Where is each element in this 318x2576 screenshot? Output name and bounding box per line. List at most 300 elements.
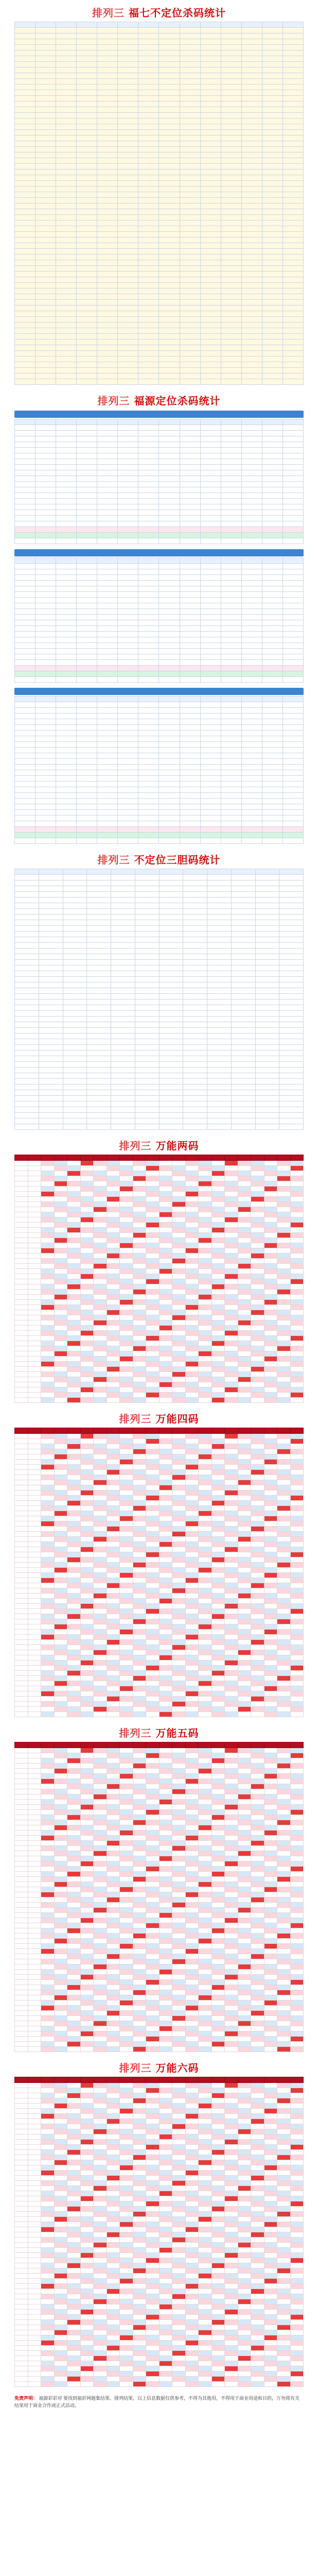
table-cell [80, 1305, 94, 1310]
table-cell [264, 1243, 277, 1248]
section-name: 万能四码 [155, 1413, 199, 1425]
table-cell [138, 575, 159, 581]
table-cell [185, 1537, 199, 1542]
table-cell [262, 620, 282, 626]
table-cell [15, 838, 36, 844]
table-cell [290, 1192, 304, 1197]
table-cell [262, 810, 282, 816]
table-cell [56, 592, 77, 598]
table-cell [277, 1305, 291, 1310]
table-cell [138, 323, 159, 328]
table-cell [67, 1563, 81, 1568]
table-cell [41, 1166, 55, 1171]
stats-table-2a [14, 419, 304, 544]
table-cell [221, 368, 241, 374]
table-cell [94, 1588, 107, 1594]
table-cell [225, 1315, 238, 1320]
table-cell [159, 1681, 172, 1686]
table-cell [180, 50, 200, 56]
table-cell [159, 926, 183, 931]
table-cell [41, 1573, 55, 1578]
table-cell [80, 1202, 94, 1207]
table-cell [67, 1645, 81, 1650]
table-cell [111, 926, 135, 931]
table-cell [138, 736, 159, 742]
table-cell [241, 158, 262, 164]
table-cell [180, 748, 200, 753]
table-cell [56, 564, 77, 569]
table-cell [80, 1532, 94, 1537]
table-cell [36, 666, 56, 671]
table-cell [221, 765, 241, 770]
table-cell [159, 1465, 172, 1470]
table-cell [221, 260, 241, 266]
table-cell [185, 1202, 199, 1207]
table-cell [251, 1357, 264, 1362]
table-cell [225, 1295, 238, 1300]
table-cell [94, 1691, 107, 1697]
table-cell [118, 164, 138, 170]
table-cell [28, 1310, 41, 1315]
table-row [15, 1166, 304, 1171]
table-cell [262, 609, 282, 615]
table-cell [241, 164, 262, 170]
table-cell [67, 1573, 81, 1578]
table-cell [111, 869, 135, 875]
table-cell [180, 124, 200, 130]
table-cell [118, 209, 138, 215]
table-cell [28, 1233, 41, 1238]
table-cell [54, 1223, 67, 1228]
table-cell [77, 118, 97, 124]
table-cell [290, 1501, 304, 1506]
table-cell [118, 96, 138, 101]
table-cell [279, 1096, 304, 1101]
table-cell [159, 1527, 172, 1532]
table-cell [67, 1290, 81, 1295]
table-cell [118, 379, 138, 385]
table-cell [67, 1176, 81, 1181]
table-cell [159, 1192, 172, 1197]
table-cell [94, 1660, 107, 1666]
table-cell [282, 615, 303, 620]
table-row [15, 527, 304, 533]
table-cell [255, 1050, 279, 1056]
table-cell [159, 1594, 172, 1599]
table-cell [262, 107, 282, 113]
table-cell [199, 1563, 212, 1568]
table-cell [211, 1676, 225, 1681]
table-cell [262, 317, 282, 323]
table-cell [238, 1274, 251, 1279]
table-row [15, 558, 304, 564]
table-cell [221, 255, 241, 260]
table-cell [120, 1516, 133, 1521]
table-cell [97, 306, 118, 311]
table-cell [133, 1197, 146, 1202]
table-row [15, 351, 304, 357]
table-cell [211, 1398, 225, 1403]
table-cell [135, 869, 159, 875]
table-cell [41, 1284, 55, 1290]
table-cell [221, 731, 241, 736]
table-cell [277, 1284, 291, 1290]
table-cell [282, 538, 303, 544]
table-cell [290, 1568, 304, 1573]
table-cell [185, 1552, 199, 1557]
table-cell [207, 1033, 232, 1039]
table-cell [277, 1691, 291, 1697]
table-cell [200, 609, 221, 615]
table-cell [120, 1362, 133, 1367]
section-5 [0, 1406, 318, 1720]
table-cell [138, 833, 159, 838]
table-cell [39, 1050, 63, 1056]
table-cell [146, 1557, 160, 1563]
table-cell [146, 1223, 160, 1228]
table-cell [41, 1568, 55, 1573]
table-cell [94, 1279, 107, 1284]
table-cell [15, 1614, 28, 1619]
table-cell [133, 1228, 146, 1233]
table-cell [56, 431, 77, 436]
table-cell [118, 226, 138, 232]
table-cell [225, 1532, 238, 1537]
table-cell [221, 776, 241, 782]
table-cell [138, 504, 159, 510]
table-cell [77, 260, 97, 266]
table-cell [199, 1382, 212, 1387]
table-cell [56, 328, 77, 334]
table-cell [241, 306, 262, 311]
table-cell [138, 22, 159, 28]
table-cell [172, 1295, 186, 1300]
table-cell [120, 1630, 133, 1635]
table-cell [56, 516, 77, 521]
table-cell [54, 1187, 67, 1192]
table-cell [15, 1671, 28, 1676]
table-cell [120, 1552, 133, 1557]
table-cell [120, 1702, 133, 1707]
table-cell [97, 527, 118, 533]
table-cell [135, 1016, 159, 1022]
table-cell [221, 215, 241, 221]
table-cell [277, 1460, 291, 1465]
table-cell [264, 1681, 277, 1686]
table-cell [15, 1557, 28, 1563]
table-cell [282, 632, 303, 637]
table-cell [146, 1444, 160, 1449]
table-cell [94, 1599, 107, 1604]
table-cell [180, 425, 200, 431]
table-cell [241, 708, 262, 714]
table-cell [159, 90, 180, 96]
table-cell [56, 45, 77, 50]
table-cell [180, 431, 200, 436]
table-cell [262, 736, 282, 742]
table-cell [15, 300, 36, 306]
table-cell [159, 1496, 172, 1501]
table-cell [94, 1176, 107, 1181]
table-cell [159, 368, 180, 374]
table-cell [77, 558, 97, 564]
table-cell [180, 84, 200, 90]
table-cell [211, 1702, 225, 1707]
table-row [15, 1702, 304, 1707]
section-title [14, 849, 304, 869]
table-cell [107, 1568, 120, 1573]
table-cell [41, 1444, 55, 1449]
table-cell [54, 1161, 67, 1166]
table-cell [80, 1217, 94, 1223]
table-cell [241, 221, 262, 226]
table-row [15, 232, 304, 238]
table-cell [180, 170, 200, 175]
table-row [15, 1124, 304, 1130]
table-cell [251, 1542, 264, 1547]
table-cell [67, 1691, 81, 1697]
table-cell [200, 533, 221, 538]
table-cell [120, 1197, 133, 1202]
table-cell [172, 1187, 186, 1192]
table-cell [133, 1506, 146, 1511]
table-cell [56, 632, 77, 637]
table-cell [138, 215, 159, 221]
table-cell [146, 1320, 160, 1326]
table-cell [97, 564, 118, 569]
table-cell [199, 1331, 212, 1336]
table-cell [97, 124, 118, 130]
table-cell [120, 1393, 133, 1398]
table-cell [290, 1588, 304, 1594]
table-cell [262, 702, 282, 708]
table-cell [146, 1599, 160, 1604]
table-cell [255, 1113, 279, 1118]
table-cell [67, 1527, 81, 1532]
table-cell [211, 1650, 225, 1655]
table-cell [277, 1310, 291, 1315]
table-cell [282, 442, 303, 448]
table-cell [77, 272, 97, 277]
table-cell [225, 1434, 238, 1439]
table-cell [15, 886, 39, 892]
table-cell [159, 977, 183, 982]
table-cell [41, 1434, 55, 1439]
table-cell [241, 527, 262, 533]
table-cell [200, 175, 221, 181]
table-cell [133, 1341, 146, 1346]
table-cell [15, 1599, 28, 1604]
table-cell [290, 1439, 304, 1444]
table-cell [282, 96, 303, 101]
table-row [15, 1655, 304, 1660]
table-cell [225, 1336, 238, 1341]
table-cell [255, 1124, 279, 1130]
table-cell [282, 311, 303, 317]
table-cell [277, 1506, 291, 1511]
table-cell [185, 1238, 199, 1243]
table-cell [180, 714, 200, 719]
table-cell [277, 1480, 291, 1485]
table-cell [54, 1609, 67, 1614]
table-cell [39, 960, 63, 965]
table-cell [262, 50, 282, 56]
table-cell [159, 419, 180, 425]
table-cell [28, 1691, 41, 1697]
table-cell [159, 1516, 172, 1521]
table-cell [146, 1676, 160, 1681]
table-cell [277, 1357, 291, 1362]
table-cell [15, 1062, 39, 1067]
table-cell [54, 1568, 67, 1573]
table-cell [277, 1630, 291, 1635]
table-cell [207, 880, 232, 886]
table-cell [221, 249, 241, 255]
table-cell [15, 1016, 39, 1022]
table-cell [159, 558, 180, 564]
table-cell [120, 1357, 133, 1362]
table-cell [172, 1346, 186, 1351]
table-cell [87, 982, 111, 988]
table-cell [41, 1671, 55, 1676]
table-cell [77, 581, 97, 586]
table-cell [277, 1326, 291, 1331]
table-cell [264, 1691, 277, 1697]
table-row [15, 340, 304, 345]
table-cell [262, 793, 282, 799]
table-cell [97, 465, 118, 470]
table-cell [135, 1067, 159, 1073]
table-cell [211, 1501, 225, 1506]
table-cell [111, 999, 135, 1005]
table-cell [199, 1604, 212, 1609]
table-cell [207, 943, 232, 948]
table-cell [264, 1207, 277, 1212]
table-cell [146, 1181, 160, 1187]
table-cell [262, 187, 282, 192]
table-cell [185, 1351, 199, 1357]
table-cell [146, 1604, 160, 1609]
table-cell [241, 666, 262, 671]
table-row [15, 603, 304, 609]
table-cell [97, 533, 118, 538]
table-cell [133, 1331, 146, 1336]
table-cell [279, 988, 304, 994]
table-cell [180, 575, 200, 581]
table-cell [146, 1284, 160, 1290]
table-cell [138, 272, 159, 277]
table-cell [15, 926, 39, 931]
table-cell [146, 1264, 160, 1269]
table-cell [15, 909, 39, 914]
table-cell [231, 982, 255, 988]
table-cell [200, 459, 221, 465]
table-cell [183, 1005, 207, 1011]
table-cell [172, 1212, 186, 1217]
table-cell [94, 1686, 107, 1691]
table-cell [56, 164, 77, 170]
table-cell [199, 1619, 212, 1624]
table-cell [241, 56, 262, 62]
table-cell [111, 1016, 135, 1022]
table-cell [241, 272, 262, 277]
table-cell [80, 1372, 94, 1377]
table-cell [107, 1527, 120, 1532]
table-cell [56, 504, 77, 510]
table-cell [251, 1161, 264, 1166]
table-cell [80, 1619, 94, 1624]
table-cell [138, 67, 159, 73]
table-cell [185, 1676, 199, 1681]
table-cell [15, 1336, 28, 1341]
table-cell [107, 1691, 120, 1697]
table-cell [262, 765, 282, 770]
table-cell [225, 1357, 238, 1362]
table-cell [211, 1465, 225, 1470]
table-cell [15, 113, 36, 118]
table-cell [282, 90, 303, 96]
table-cell [146, 1310, 160, 1315]
table-cell [262, 374, 282, 379]
table-cell [251, 1228, 264, 1233]
table-cell [15, 260, 36, 266]
table-cell [15, 425, 36, 431]
table-cell [63, 1022, 87, 1028]
table-cell [262, 448, 282, 453]
table-cell [225, 1470, 238, 1475]
table-cell [107, 1223, 120, 1228]
table-cell [277, 1223, 291, 1228]
table-cell [183, 1062, 207, 1067]
table-cell [277, 1166, 291, 1171]
table-cell [146, 1166, 160, 1171]
table-cell [225, 1557, 238, 1563]
table-cell [221, 62, 241, 67]
table-cell [290, 1444, 304, 1449]
table-cell [133, 1166, 146, 1171]
table-cell [41, 1387, 55, 1393]
section-title [14, 390, 304, 410]
table-cell [185, 1557, 199, 1563]
table-cell [185, 1475, 199, 1480]
table-cell [264, 1511, 277, 1516]
table-cell [54, 1238, 67, 1243]
table-cell [94, 1532, 107, 1537]
table-row [15, 1238, 304, 1243]
table-cell [238, 1516, 251, 1521]
table-cell [138, 759, 159, 765]
table-cell [180, 147, 200, 152]
table-cell [15, 272, 36, 277]
table-cell [15, 1290, 28, 1295]
table-row [15, 1050, 304, 1056]
table-cell [15, 141, 36, 147]
table-cell [54, 1393, 67, 1398]
table-cell [120, 1228, 133, 1233]
table-cell [97, 615, 118, 620]
table-cell [97, 609, 118, 615]
table-cell [200, 306, 221, 311]
table-cell [56, 141, 77, 147]
table-cell [97, 787, 118, 793]
table-cell [41, 1372, 55, 1377]
table-cell [238, 1434, 251, 1439]
table-row [15, 1480, 304, 1485]
table-cell [282, 306, 303, 311]
table-cell [159, 249, 180, 255]
table-cell [77, 615, 97, 620]
table-cell [264, 1655, 277, 1660]
